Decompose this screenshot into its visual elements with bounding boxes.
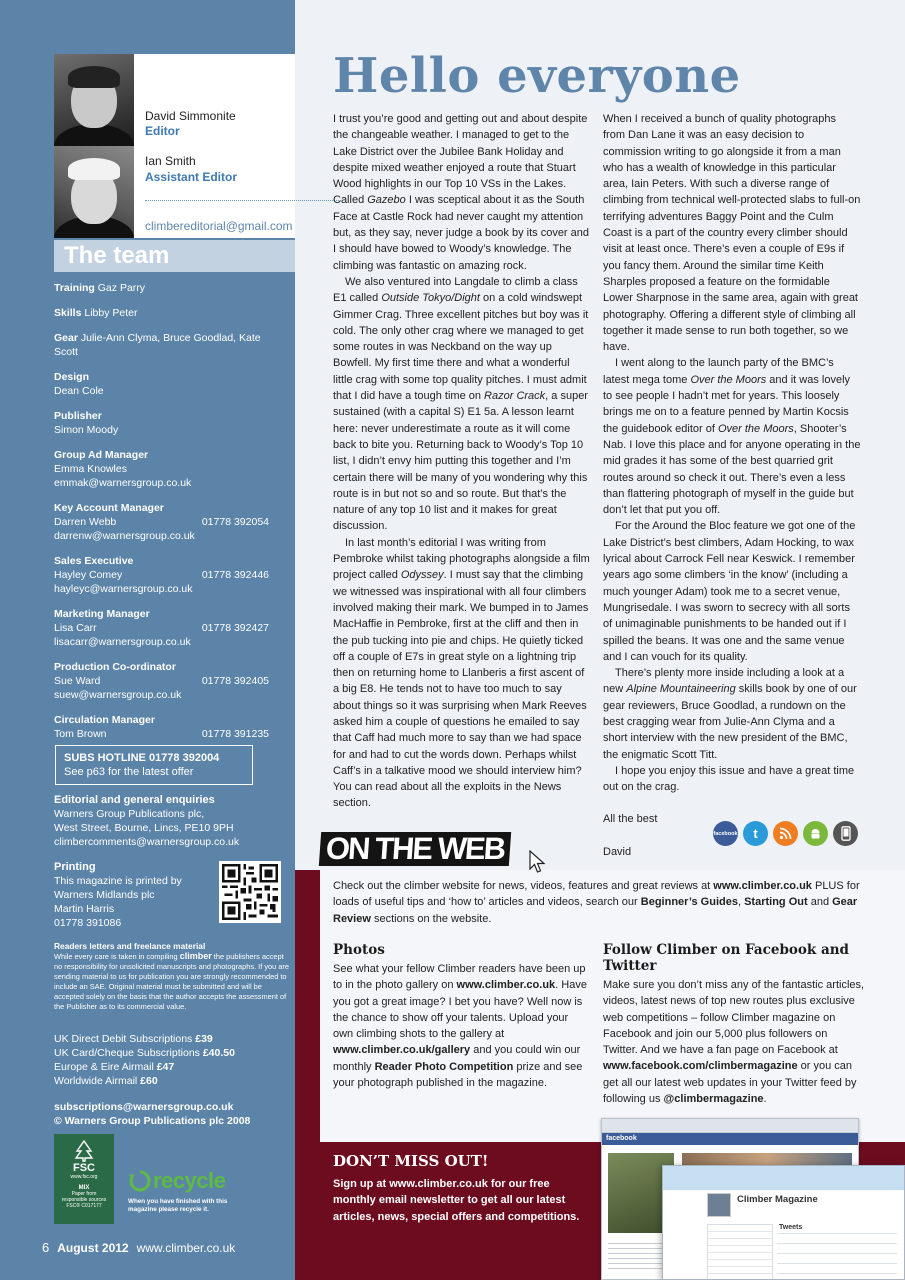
text-run: . Have you got a great image? I bet you have? Well now is the chance to show off your talents. Upload your own climbing shots to the gallery at [333,979,587,1041]
staff-name: Julie-Ann Clyma, Bruce Goodlad, Kate Scott [54,332,261,358]
bold-text: Gear Review [333,896,858,925]
price-label: UK Card/Cheque Subscriptions [54,1047,200,1059]
text-run: For the Around the Bloc feature we got one of the Lake District’s best climbers, Adam Hocking, to wax lyrical about Carrock Fell near Keswick. I remember years ago some climbers ‘in the know’ (including a much younger Adam) took me to a secret venue, Mungrisedale. I was sworn to secrecy with all sorts of unimaginable punishments to be handed out if I spilled the beans. It was one and the same venue and I can vouch for its quality. [603,520,856,663]
facebook-logo: facebook [602,1133,858,1145]
price-value: £39 [195,1033,213,1045]
text-run: We also ventured into Langdale to climb a class E1 called [333,275,578,305]
article-column-2 [603,111,861,860]
subscription-prices [54,1032,284,1088]
staff-entry [54,607,269,649]
staff-email-link[interactable]: suew@warnersgroup.co.uk [54,689,182,701]
text-run: I went along to the launch party of the BMC’s latest mega tome [603,357,834,386]
screenshot-text-lines [608,1239,668,1269]
twitter-icon[interactable]: t [743,821,768,846]
page-title: Hello everyone [333,48,741,104]
fsc-line: responsible sources [61,1197,107,1203]
fsc-logo: FSC [73,1162,95,1174]
text-run: and it was lovely to see people I hadn’t met for years. This loosely brings me on to a feature penned by Martin Kocsis the guidebook editor of [603,373,851,435]
staff-role: Marketing Manager [54,608,150,620]
italic-title: Outside Tokyo/Dight [381,292,480,305]
italic-title: Alpine Mountaineering [626,683,736,696]
staff-name: Dean Cole [54,385,104,397]
text-run: When I received a bunch of quality photographs from Dan Lane it was an easy decision to commission writing to go alongside it from a man who has a wealth of knowledge in this particular area, Iain Peters. With such a diverse range of climbing from technical well-protected slabs to full-on terrifying adventures Baggy Point and the Culm Coast is a part of the country every climber should visit at least once. There’s even a couple of E9s if you fancy them. Around the similar time Keith Sharples proposed a feature on the formidable Lower Sharpnose in the same area, again with great photography. Offering a different style of climbing all together it made sense to run both together, so we have. [603,113,861,354]
recycle-icon [128,1169,152,1193]
android-icon[interactable] [803,821,828,846]
text-run: and you could win our monthly [333,1044,581,1073]
text-run: I hope you enjoy this issue and have a great time out on the crag. [603,764,855,794]
text-run: or you can get all our latest web updates in your Twitter feed by following us [603,1060,857,1106]
bold-text: www.climber.co.uk [389,1178,488,1190]
facebook-twitter-heading: Follow Climber on Facebook and Twitter [603,942,849,974]
text-run: , a super sustained (with a capital S) E1 5a. A lesson learnt here: never underestimate a route as it will come back to bite you. Returning back to Woody’s Top 10 list, I didn’t envy him putting this together and I’m certain there will be many of you wondering why this route is in but not so and so route. But that’s the nature of any top 10 list and it makes for great discussion. [333,390,588,533]
website-link[interactable]: www.climber.co.uk [136,1241,236,1255]
twitter-tweets-label: Tweets [779,1224,803,1231]
staff-name: Simon Moody [54,424,119,436]
staff-role: Design [54,371,90,383]
twitter-feed [777,1224,897,1280]
staff-role: Key Account Manager [54,502,164,514]
text-run: I was sceptical about it as the South Face at Castle Rock had never caught my attention but, as they say, never judge a book by its cover and I should have bowed to Woody’s knowledge. The climbing was fantastic on amazing rock. [333,194,590,272]
staff-entry [54,306,269,320]
printing-line: Warners Midlands plc [54,889,155,901]
staff-name: Libby Peter [84,307,138,319]
staff-role: Skills [54,307,82,319]
staff-email-link[interactable]: hayleyc@warnersgroup.co.uk [54,583,193,595]
staff-entry [54,331,269,359]
article-paragraph [603,355,861,518]
article-paragraph [603,518,861,665]
staff-role: Publisher [54,410,102,422]
recycle-badge [128,1168,248,1214]
staff-role: Training [54,282,95,294]
fsc-code: FSC® C017177 [66,1203,102,1209]
italic-title: Over the Moors [690,373,767,386]
text-run: Check out the climber website for news, videos, features and great reviews at [333,880,714,892]
dont-miss-heading: DON’T MISS OUT! [333,1152,489,1170]
subscriptions-email-link[interactable]: subscriptions@warnersgroup.co.uk [54,1101,234,1113]
brand-name: climber [179,951,212,961]
staff-email-link[interactable]: darrenw@warnersgroup.co.uk [54,530,195,542]
italic-title: Odyssey [400,569,444,582]
legal-text-post: the publishers accept no responsibility for unsolicited manuscripts and photographs. If you are sending material to us for publication you are strongly recommended to include an SAE. Original material must be submitted and will be accepted solely on the basis that the author accepts the assessment of the Publisher as to its commercial value. [54,952,289,1011]
price-value: £47 [156,1061,175,1073]
assistant-editor-role: Assistant Editor [145,170,238,184]
printing-info [54,860,214,930]
text-run: Sign up at [333,1178,390,1190]
staff-role: Circulation Manager [54,714,155,726]
staff-role: Group Ad Manager [54,449,149,461]
page-footer [42,1240,235,1255]
price-line [54,1074,284,1088]
editorial-email-link[interactable]: climbereditorial@gmail.com [145,219,293,233]
issue-month: August 2012 [57,1241,129,1255]
staff-entry [54,448,269,490]
card-divider [145,200,341,201]
price-value: £60 [140,1075,158,1087]
price-label: UK Direct Debit Subscriptions [54,1033,193,1045]
sign-off: All the best [603,813,658,826]
staff-name: Gaz Parry [97,282,146,294]
facebook-icon[interactable]: facebook [713,821,738,846]
page-number: 6 [42,1240,50,1255]
editorial-title: Editorial and general enquiries [54,794,215,806]
text-run: See what your fellow Climber readers have been up to in the photo gallery on [333,963,586,992]
staff-name: Lisa Carr [54,622,97,634]
subs-hotline: SUBS HOTLINE 01778 392004 [64,752,220,764]
text-run: PLUS for loads of useful tips and ‘how to’ articles and videos, search our [333,880,860,909]
printing-line: 01778 391086 [54,917,122,929]
editorial-line: West Street, Bourne, Lincs, PE10 9PH [54,822,234,834]
editorial-email-link[interactable]: climbercomments@warnersgroup.co.uk [54,836,240,848]
printing-line: Martin Harris [54,903,115,915]
bold-text: www.climber.co.uk [713,880,812,892]
facebook-twitter-body [603,977,865,1107]
article-paragraph [333,535,591,812]
staff-entry [54,281,269,295]
staff-name: Darren Webb [54,516,117,528]
sidebar [0,0,295,1280]
text-run: In last month’s editorial I was writing from Pembroke whilst taking photographs alongside a film project called [333,536,590,582]
editorial-enquiries [54,793,274,849]
price-value: £40.50 [202,1047,235,1059]
article-paragraph [603,763,861,796]
qr-code[interactable] [219,861,281,923]
text-run: for our free monthly email newsletter to get all our latest articles, news, special offers and competitions. [333,1178,580,1223]
legal-text-pre: While every care is taken in compiling [54,952,178,961]
price-label: Worldwide Airmail [54,1075,138,1087]
legal-title: Readers letters and freelance material [54,941,206,951]
price-line [54,1046,284,1060]
text-run: . I must say that the climbing we witnessed was inspirational with all four climbers involved making their mark. We bumped in to James MacHaffie in Pembroke, first at the cliff and then in the pub tucking into pie and chips. He quietly ticked off a couple of E7s in great style on a lightning trip then on returning home to Llanberis a first ascent of a big E8. He tends not to have too much to say about things so it was surprising when Mark Reeves asked him a couple of questions he emailed to say that Caff had much more to say than we had space for and had to cut the words down. Perhaps whilst Caff’s in a talkative mood we should interview him? You can read about all the exploits in the News section. [333,569,589,810]
dont-miss-body [333,1176,593,1225]
recycle-word: recycle [153,1168,226,1193]
staff-name: Tom Brown [54,728,107,740]
staff-entry [54,370,269,398]
staff-role: Sales Executive [54,555,134,567]
staff-phone: 01778 392446 [201,569,269,581]
bold-text: Reader Photo Competition [374,1060,514,1073]
editorial-line: Warners Group Publications plc, [54,808,205,820]
staff-phone: 01778 392405 [201,675,269,687]
readers-letters-notice [54,941,290,1012]
copyright: © Warners Group Publications plc 2008 [54,1115,251,1127]
fsc-url: www.fsc.org [70,1174,98,1180]
article-paragraph [333,111,591,274]
fsc-mix: MIX [78,1185,90,1191]
staff-entry [54,660,269,702]
on-the-web-intro [333,878,873,927]
subs-hotline-box [55,745,253,785]
text-run: I trust you’re good and getting out and about despite the changeable weather. I managed to get to the Lake District over the Jubilee Bank Holiday and despite mixed weather enjoyed a route that Stuart Wood highlights in our Top 10 VSs in the Lakes. Called [333,113,588,207]
bold-text: www.facebook.com/climbermagazine [603,1060,798,1073]
staff-phone: 01778 391235 [201,728,269,740]
team-card [54,54,295,238]
bold-text: www.climber.co.uk [456,979,556,992]
editor-photo [54,54,134,146]
dont-miss-out [333,1152,593,1225]
fsc-badge [54,1134,114,1224]
editor-role: Editor [145,124,180,138]
staff-role: Production Co-ordinator [54,661,176,673]
legal-text [54,951,290,1012]
article-paragraph [603,111,861,355]
price-line [54,1032,284,1046]
printing-line: This magazine is printed by [54,875,182,887]
printing-title: Printing [54,861,96,873]
staff-name: Sue Ward [54,675,101,687]
bold-text: www.climber.co.uk/gallery [333,1044,471,1057]
twitter-page-screenshot [662,1165,905,1280]
rss-icon[interactable] [773,821,798,846]
bold-text: Beginner’s Guides [640,896,738,909]
text-run: and [807,896,833,909]
signature: David [603,845,632,858]
staff-entry [54,409,269,437]
text-run: , Shooter’s Nab. I love this place and for anyone operating in the mid grades it has some of the best quarried grit routes around so check it out. There’s even a less than flattering photograph of myself in the guide but don’t let that put you off. [603,422,861,517]
qr-code-icon [222,864,278,920]
article-column-1 [333,111,591,812]
bold-text: @climbermagazine [663,1093,764,1106]
twitter-profile-box [707,1224,773,1280]
text-run: There’s plenty more inside including a look at a new [603,667,845,696]
fsc-line: Paper from [71,1191,97,1197]
staff-entry [54,713,269,741]
text-run: Make sure you don’t miss any of the fantastic articles, videos, latest news of top new routes plus exclusive web competitions – follow Climber magazine on Facebook and join our 5,000 plus followers on Twitter. And we have a fan page on Facebook at [603,979,865,1057]
article-paragraph [333,274,591,535]
text-run: sections on the website. [370,912,492,925]
staff-phone: 01778 392054 [201,516,269,528]
staff-name: Emma Knowles [54,463,127,475]
staff-email-link[interactable]: lisacarr@warnersgroup.co.uk [54,636,191,648]
photos-heading: Photos [333,942,385,958]
cursor-arrow-icon [528,850,546,874]
assistant-editor-name: Ian Smith [145,154,196,168]
text-run: skills book by one of our gear reviewers, Bruce Goodlad, a rundown on the best cragging wear from Julie-Ann Clyma and a short interview with the new president of the BMC, the enigmatic Scott Titt. [603,683,857,761]
bold-text: Starting Out [744,896,808,909]
on-the-web-title: ON THE WEB [319,832,511,866]
text-run: . [763,1093,767,1106]
italic-title: Over the Moors [717,422,794,435]
team-heading: The team [54,240,295,272]
text-run: , [737,896,745,909]
price-label: Europe & Eire Airmail [54,1061,154,1073]
staff-email-link[interactable]: emmak@warnersgroup.co.uk [54,477,192,489]
recycle-note: When you have finished with this magazine please recycle it. [128,1198,228,1213]
subscriptions-contact [54,1100,290,1128]
mobile-phone-icon[interactable] [833,821,858,846]
staff-entry [54,501,269,543]
staff-role: Gear [54,332,78,344]
article-paragraph [603,665,861,763]
staff-list [54,281,269,752]
editor-name: David Simmonite [145,109,236,123]
price-line [54,1060,284,1074]
assistant-editor-photo [54,146,134,238]
subs-offer-note: See p63 for the latest offer [64,766,194,778]
italic-title: Razor Crack [484,390,546,403]
social-icons [713,821,858,846]
twitter-avatar [707,1193,731,1217]
fsc-tree-icon [74,1140,94,1162]
twitter-account-name: Climber Magazine [737,1194,818,1205]
text-run: on a cold windswept Gimmer Crag. Three excellent pitches but boy was it cold. The only other crag where we managed to get some routes in was Neckband on the way up Bowfell. My first time there and what a wonderful little crag with some top quality pitches. I must admit that I did have a tough time on [333,292,589,403]
staff-entry [54,554,269,596]
staff-phone: 01778 392427 [201,622,269,634]
text-run: prize and see your photograph published in the magazine. [333,1060,583,1090]
staff-name: Hayley Comey [54,569,123,581]
photos-body [333,961,591,1091]
italic-title: Gazebo [367,194,406,207]
